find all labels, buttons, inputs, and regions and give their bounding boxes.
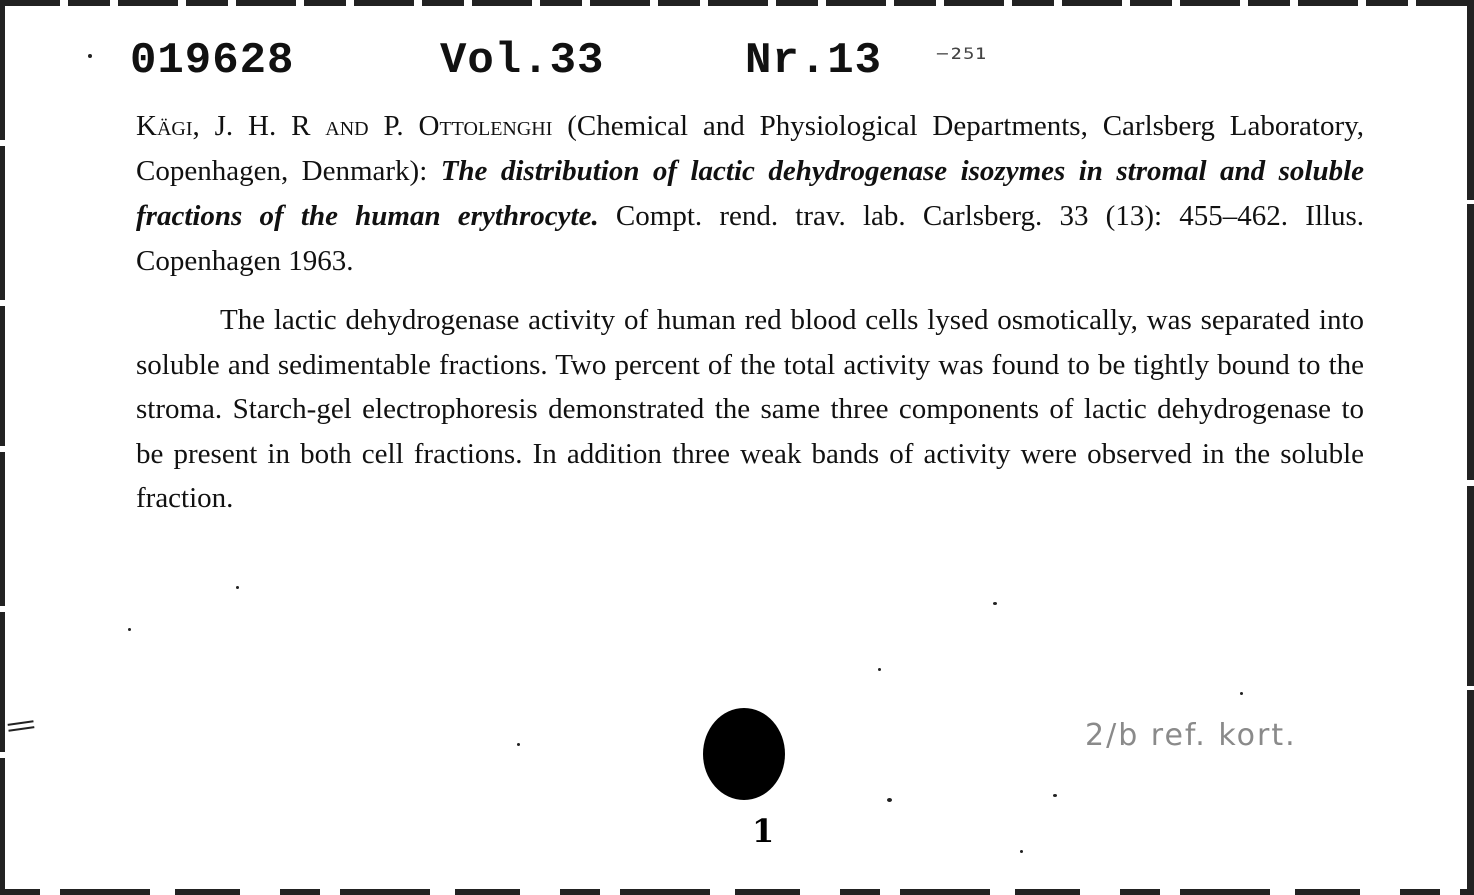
card-edge-top (0, 0, 1474, 6)
dust-speck (993, 602, 997, 605)
dust-speck (878, 668, 881, 671)
number-label: Nr.13 (745, 36, 883, 86)
dust-speck (887, 798, 892, 802)
citation-title: The distribution of lactic dehydrogenase isozymes in stromal and soluble fractions of the human erythrocyte. (136, 155, 1365, 232)
dust-speck (1053, 794, 1057, 797)
dust-speck (88, 54, 92, 58)
card-header (130, 36, 1130, 96)
page-mark: 1 (752, 812, 775, 850)
card-edge-left (0, 0, 5, 895)
dust-speck (517, 743, 520, 746)
volume-label: Vol.33 (440, 36, 605, 86)
card-edge-bottom (0, 889, 1474, 895)
dust-speck (1240, 692, 1243, 695)
citation-source: Compt. rend. trav. lab. Carlsberg. 33 (13): 455–462. Illus. Copenhagen 1963. (136, 200, 1365, 277)
punch-hole (703, 708, 785, 800)
citation (136, 104, 1364, 284)
page-note: ⁻²⁵¹ (935, 42, 988, 75)
handwritten-note: 2/b ref. kort. (1085, 718, 1297, 753)
dust-speck (128, 628, 131, 631)
card-edge-right (1467, 0, 1474, 895)
citation-authors: Kägi, J. H. R and P. Ottolenghi (136, 110, 553, 142)
dust-speck (1020, 850, 1023, 853)
card-id: 019628 (130, 36, 295, 86)
abstract-paragraph: The lactic dehydrogenase activity of human red blood cells lysed osmotically, was separated into soluble and sedimentable fractions. Two percent of the total activity was found to be tightly bound to the stroma. Starch-gel electrophoresis demonstrated the same three components of lactic dehydrogenase to be present in both cell fractions. In addition three weak bands of activity were observed in the soluble fraction. (136, 304, 1364, 514)
dust-speck (236, 586, 239, 589)
left-edge-mark (8, 720, 35, 732)
citation-affiliation: (Chemical and Physiological Departments, Carlsberg Laboratory, Copenhagen, Denmark): (136, 110, 1364, 187)
